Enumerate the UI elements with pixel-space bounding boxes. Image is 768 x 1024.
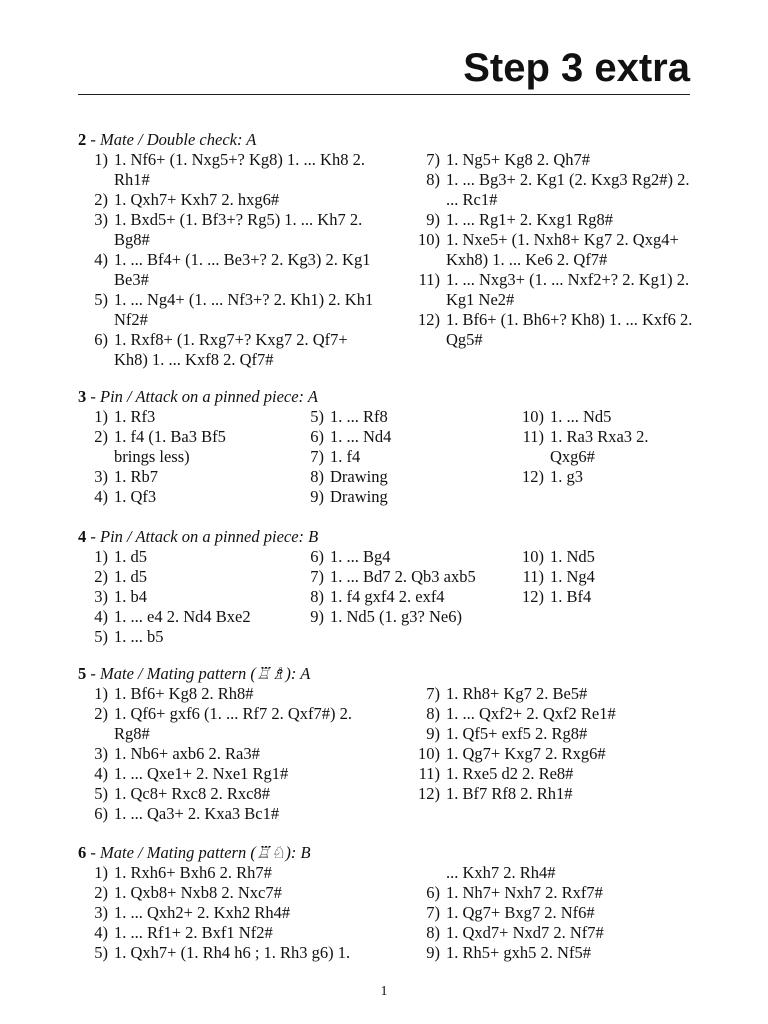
heading-separator: - <box>90 664 100 683</box>
solution-text: 1. ... Bg4 <box>330 547 391 566</box>
column-right <box>510 407 698 487</box>
solution-text: 1. ... Qxe1+ 2. Nxe1 Rg1# <box>114 764 289 783</box>
solution-text: 1. f4 <box>330 447 361 466</box>
problem-number: 11) <box>522 567 544 586</box>
solution-text: 1. f4 (1. Ba3 Bf5 brings less) <box>114 427 226 466</box>
solution-entry <box>78 784 383 804</box>
column-left <box>78 547 298 647</box>
solution-text: 1. b4 <box>114 587 147 606</box>
solution-entry <box>78 804 383 824</box>
solution-text: 1. Bxd5+ (1. Bf3+? Rg5) 1. ... Kh7 2. Bg8# <box>114 210 363 249</box>
solution-text: 1. Rh8+ Kg7 2. Be5# <box>446 684 588 703</box>
solution-text: 1. ... Ng4+ (1. ... Nf3+? 2. Kh1) 2. Kh1 Nf2# <box>114 290 374 329</box>
problem-number: 4) <box>94 923 108 942</box>
problem-number: 9) <box>426 943 440 962</box>
column-right <box>404 684 704 804</box>
solution-text: 1. ... Nd4 <box>330 427 392 446</box>
section-heading <box>78 387 698 407</box>
solution-text: 1. Qxd7+ Nxd7 2. Nf7# <box>446 923 604 942</box>
solution-text: 1. ... Nxg3+ (1. ... Nxf2+? 2. Kg1) 2. Kg1 Ne2# <box>446 270 690 309</box>
page-title: Step 3 extra <box>463 46 690 90</box>
heading-separator: - <box>90 387 100 406</box>
title-divider <box>78 94 690 95</box>
problem-number: 5) <box>94 784 108 803</box>
problem-number: 11) <box>418 270 440 289</box>
solution-entry <box>404 784 704 804</box>
problem-number: 4) <box>94 487 108 506</box>
problem-number: 9) <box>426 210 440 229</box>
section-title: Mate / Mating pattern (♖♗): A <box>100 664 311 683</box>
solution-entry <box>78 943 398 963</box>
problem-number: 6) <box>310 427 324 446</box>
solution-entry <box>404 863 704 883</box>
solution-entry <box>78 190 378 210</box>
problem-number: 8) <box>426 704 440 723</box>
solution-entry <box>78 684 383 704</box>
problem-number: 5) <box>94 290 108 309</box>
solution-entry <box>78 467 278 487</box>
section-title: Pin / Attack on a pinned piece: A <box>100 387 318 406</box>
solution-entry <box>300 567 500 587</box>
solution-entry <box>404 310 704 350</box>
section-title: Pin / Attack on a pinned piece: B <box>100 527 319 546</box>
solution-entry <box>404 170 704 210</box>
solution-entry <box>78 744 383 764</box>
solution-text: 1. g3 <box>550 467 583 486</box>
solution-entry <box>510 547 698 567</box>
problem-number: 12) <box>522 587 544 606</box>
problem-number: 8) <box>426 923 440 942</box>
solution-entry <box>78 587 298 607</box>
problem-number: 2) <box>94 190 108 209</box>
solution-entry <box>78 547 298 567</box>
section-number: 5 <box>78 664 87 683</box>
problem-number: 7) <box>310 567 324 586</box>
solution-entry <box>510 587 698 607</box>
section-heading <box>78 843 698 863</box>
problem-number: 1) <box>94 863 108 882</box>
solution-text: 1. Qf6+ gxf6 (1. ... Rf7 2. Qxf7#) 2. Rg8# <box>114 704 352 743</box>
solution-entry <box>78 250 378 290</box>
problem-number: 5) <box>94 627 108 646</box>
solution-text: 1. Qf5+ exf5 2. Rg8# <box>446 724 588 743</box>
problem-number: 3) <box>94 744 108 763</box>
section-number: 2 <box>78 130 87 149</box>
section-6 <box>78 843 698 968</box>
column-left <box>78 150 378 370</box>
solution-text: ... Kxh7 2. Rh4# <box>446 863 556 882</box>
problem-number: 5) <box>94 943 108 962</box>
solution-text: 1. ... b5 <box>114 627 164 646</box>
solution-entry <box>300 467 490 487</box>
solution-entry <box>78 567 298 587</box>
solution-entry <box>404 943 704 963</box>
solution-text: 1. Rb7 <box>114 467 159 486</box>
solution-text: 1. d5 <box>114 547 147 566</box>
solution-entry <box>510 467 698 487</box>
problem-number: 6) <box>94 804 108 823</box>
problem-number: 4) <box>94 764 108 783</box>
solution-text: 1. Qc8+ Rxc8 2. Rxc8# <box>114 784 270 803</box>
solution-text: 1. Bf4 <box>550 587 592 606</box>
solution-text: 1. ... Qxf2+ 2. Qxf2 Re1# <box>446 704 616 723</box>
solution-text: 1. ... Bg3+ 2. Kg1 (2. Kxg3 Rg2#) 2. ... Rc1# <box>446 170 690 209</box>
solution-text: 1. Rh5+ gxh5 2. Nf5# <box>446 943 591 962</box>
solution-text: Drawing <box>330 467 388 486</box>
section-number: 3 <box>78 387 87 406</box>
problem-number: 1) <box>94 547 108 566</box>
problem-number: 3) <box>94 587 108 606</box>
problem-number: 2) <box>94 883 108 902</box>
solution-text: 1. Bf6+ Kg8 2. Rh8# <box>114 684 254 703</box>
problem-number: 11) <box>522 427 544 446</box>
problem-number: 3) <box>94 467 108 486</box>
page-number: 1 <box>380 984 388 999</box>
solution-entry <box>300 587 500 607</box>
solution-text: 1. Rxh6+ Bxh6 2. Rh7# <box>114 863 272 882</box>
problem-number: 9) <box>310 607 324 626</box>
solution-text: 1. Qf3 <box>114 487 157 506</box>
column-right <box>404 863 704 963</box>
solution-entry <box>404 883 704 903</box>
solution-text: 1. ... e4 2. Nd4 Bxe2 <box>114 607 251 626</box>
problem-number: 9) <box>310 487 324 506</box>
solution-entry <box>404 230 704 270</box>
column-left <box>78 863 398 963</box>
solution-entry <box>78 607 298 627</box>
problem-number: 9) <box>426 724 440 743</box>
solution-entry <box>300 607 500 627</box>
solution-text: 1. Nb6+ axb6 2. Ra3# <box>114 744 260 763</box>
column-right <box>510 547 698 607</box>
problem-number: 2) <box>94 567 108 586</box>
problem-number: 4) <box>94 250 108 269</box>
section-number: 4 <box>78 527 87 546</box>
problem-number: 10) <box>418 230 440 249</box>
solution-entry <box>404 150 704 170</box>
problem-number <box>404 863 446 883</box>
solution-entry <box>404 704 704 724</box>
problem-number: 5) <box>310 407 324 426</box>
problem-number: 12) <box>418 310 440 329</box>
heading-separator: - <box>90 843 100 862</box>
solution-entry <box>404 764 704 784</box>
solution-text: 1. ... Qxh2+ 2. Kxh2 Rh4# <box>114 903 291 922</box>
solution-entry <box>78 427 278 467</box>
problem-number: 2) <box>94 427 108 446</box>
solution-entry <box>404 744 704 764</box>
solution-entry <box>404 724 704 744</box>
section-2 <box>78 130 698 370</box>
solution-entry <box>78 923 398 943</box>
solution-text: 1. Qg7+ Kxg7 2. Rxg6# <box>446 744 606 763</box>
solution-text: 1. ... Bf4+ (1. ... Be3+? 2. Kg3) 2. Kg1 Be3# <box>114 250 371 289</box>
problem-number: 6) <box>310 547 324 566</box>
solution-text: 1. ... Rg1+ 2. Kxg1 Rg8# <box>446 210 613 229</box>
section-title: Mate / Double check: A <box>100 130 257 149</box>
solution-entry <box>300 487 490 507</box>
problem-number: 1) <box>94 684 108 703</box>
solution-entry <box>78 883 398 903</box>
solution-entry <box>78 627 298 647</box>
solution-entry <box>404 210 704 230</box>
column-left <box>78 407 278 507</box>
solution-entry <box>300 447 490 467</box>
problem-number: 4) <box>94 607 108 626</box>
section-title: Mate / Mating pattern (♖♘): B <box>100 843 311 862</box>
solution-text: Drawing <box>330 487 388 506</box>
solution-text: 1. Nxe5+ (1. Nxh8+ Kg7 2. Qxg4+ Kxh8) 1. ... Ke6 2. Qf7# <box>446 230 679 269</box>
problem-number: 8) <box>310 587 324 606</box>
solution-text: 1. ... Rf1+ 2. Bxf1 Nf2# <box>114 923 273 942</box>
solution-entry <box>510 427 698 467</box>
problem-number: 3) <box>94 210 108 229</box>
section-3 <box>78 387 698 512</box>
solution-text: 1. Qg7+ Bxg7 2. Nf6# <box>446 903 595 922</box>
section-heading <box>78 664 698 684</box>
solution-text: 1. d5 <box>114 567 147 586</box>
solution-entry <box>404 684 704 704</box>
solution-text: 1. ... Nd5 <box>550 407 612 426</box>
problem-number: 6) <box>426 883 440 902</box>
solution-entry <box>300 407 490 427</box>
solution-entry <box>300 427 490 447</box>
solution-entry <box>300 547 500 567</box>
solution-entry <box>78 290 378 330</box>
solution-entry <box>404 270 704 310</box>
problem-number: 12) <box>522 467 544 486</box>
solution-text: 1. Nd5 (1. g3? Ne6) <box>330 607 462 626</box>
problem-number: 7) <box>426 903 440 922</box>
solution-entry <box>404 923 704 943</box>
solution-text: 1. Ng5+ Kg8 2. Qh7# <box>446 150 591 169</box>
solution-text: 1. Ra3 Rxa3 2. Qxg6# <box>550 427 649 466</box>
problem-number: 8) <box>310 467 324 486</box>
column-right <box>404 150 704 350</box>
problem-number: 7) <box>426 150 440 169</box>
solution-text: 1. ... Rf8 <box>330 407 388 426</box>
section-heading <box>78 527 698 547</box>
problem-number: 8) <box>426 170 440 189</box>
solution-text: 1. Qxh7+ Kxh7 2. hxg6# <box>114 190 280 209</box>
problem-number: 6) <box>94 330 108 349</box>
column-middle <box>300 407 490 507</box>
problem-number: 11) <box>418 764 440 783</box>
solution-entry <box>78 764 383 784</box>
column-left <box>78 684 383 824</box>
solution-text: 1. Nf6+ (1. Nxg5+? Kg8) 1. ... Kh8 2. Rh1# <box>114 150 365 189</box>
solution-text: 1. Ng4 <box>550 567 595 586</box>
solution-text: 1. Bf7 Rf8 2. Rh1# <box>446 784 573 803</box>
section-number: 6 <box>78 843 87 862</box>
problem-number: 10) <box>418 744 440 763</box>
solution-text: 1. ... Bd7 2. Qb3 axb5 <box>330 567 476 586</box>
solution-text: 1. Rf3 <box>114 407 156 426</box>
solution-entry <box>78 330 378 370</box>
solution-text: 1. Rxf8+ (1. Rxg7+? Kxg7 2. Qf7+ Kh8) 1. ... Kxf8 2. Qf7# <box>114 330 348 369</box>
solution-entry <box>78 487 278 507</box>
problem-number: 10) <box>522 547 544 566</box>
problem-number: 12) <box>418 784 440 803</box>
solution-entry <box>404 903 704 923</box>
solution-entry <box>510 407 698 427</box>
problem-number: 1) <box>94 150 108 169</box>
solution-text: 1. Rxe5 d2 2. Re8# <box>446 764 574 783</box>
section-4 <box>78 527 698 652</box>
problem-number: 7) <box>310 447 324 466</box>
column-middle <box>300 547 500 627</box>
solution-entry <box>78 150 378 190</box>
problem-number: 10) <box>522 407 544 426</box>
solution-entry <box>78 863 398 883</box>
problem-number: 1) <box>94 407 108 426</box>
solution-entry <box>78 704 383 744</box>
solution-text: 1. Bf6+ (1. Bh6+? Kh8) 1. ... Kxf6 2. Qg5# <box>446 310 693 349</box>
solution-text: 1. Qxh7+ (1. Rh4 h6 ; 1. Rh3 g6) 1. <box>114 943 351 962</box>
problem-number: 3) <box>94 903 108 922</box>
solution-text: 1. f4 gxf4 2. exf4 <box>330 587 445 606</box>
solution-text: 1. Qxb8+ Nxb8 2. Nxc7# <box>114 883 282 902</box>
solution-entry <box>78 407 278 427</box>
solution-text: 1. Nd5 <box>550 547 595 566</box>
solution-text: 1. ... Qa3+ 2. Kxa3 Bc1# <box>114 804 280 823</box>
problem-number: 7) <box>426 684 440 703</box>
heading-separator: - <box>90 130 100 149</box>
solution-entry <box>510 567 698 587</box>
solution-entry <box>78 210 378 250</box>
problem-number: 2) <box>94 704 108 723</box>
solution-text: 1. Nh7+ Nxh7 2. Rxf7# <box>446 883 603 902</box>
section-5 <box>78 664 698 829</box>
solution-entry <box>78 903 398 923</box>
heading-separator: - <box>90 527 100 546</box>
section-heading <box>78 130 698 150</box>
